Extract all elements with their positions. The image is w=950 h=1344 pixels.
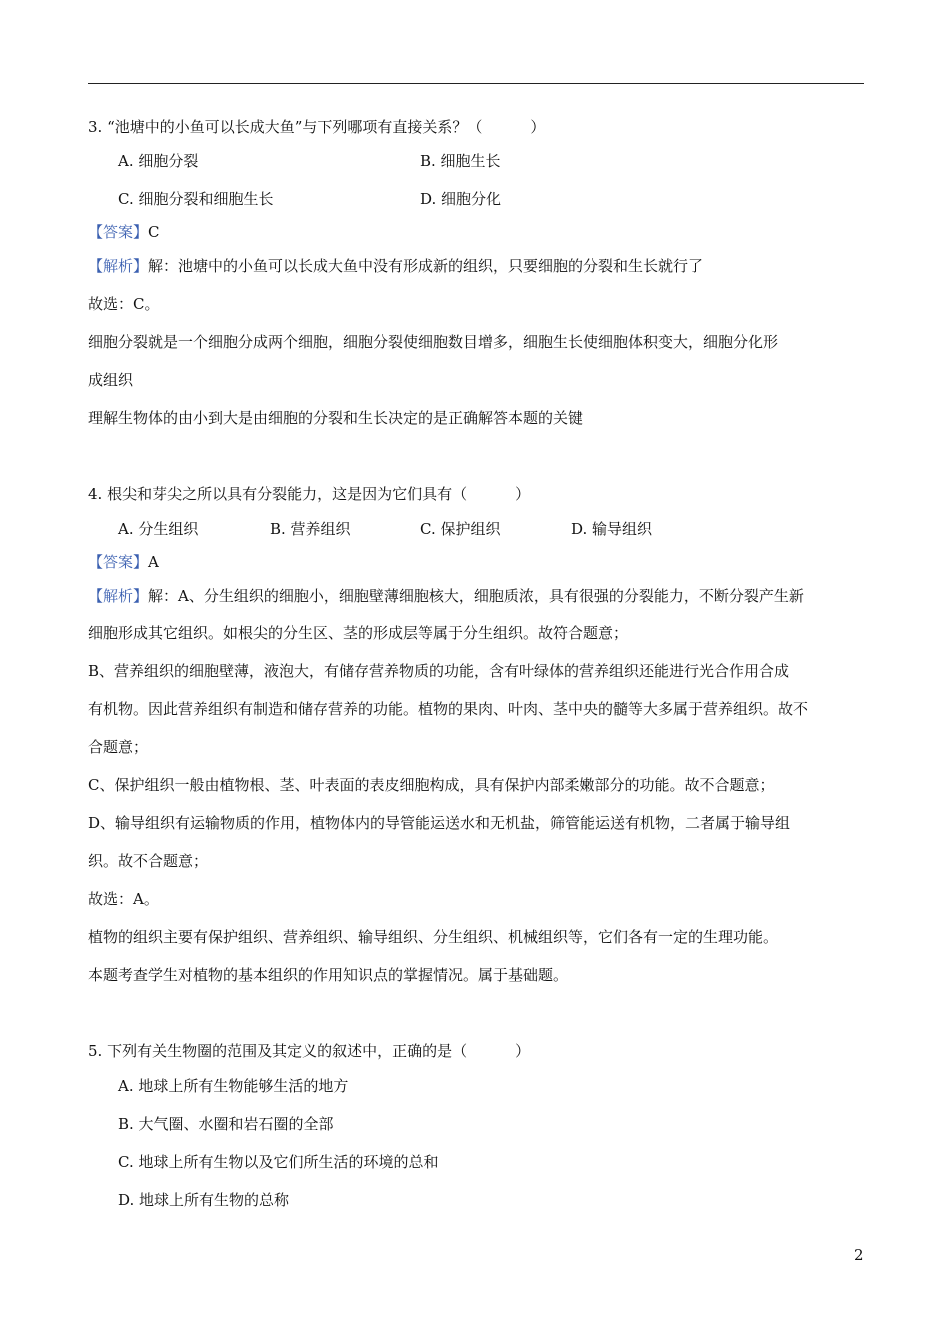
q4-note-1: 植物的组织主要有保护组织、营养组织、输导组织、分生组织、机械组织等，它们各有一定的生理功能。 (88, 928, 779, 946)
answer-label: 【答案】 (88, 223, 149, 241)
q4-analysis-6: C、保护组织一般由植物根、茎、叶表面的表皮细胞构成，具有保护内部柔嫩部分的功能。故不合题意； (88, 776, 775, 794)
q4-analysis-7: D、输导组织有运输物质的作用，植物体内的导管能运送水和无机盐，筛管能运送有机物，二者属于输导组 (88, 814, 791, 832)
header-rule (88, 83, 864, 84)
analysis-label: 【解析】 (88, 587, 149, 605)
q4-note-2: 本题考查学生对植物的基本组织的作用知识点的掌握情况。属于基础题。 (88, 966, 569, 984)
q3-option-b: B. 细胞生长 (420, 152, 501, 170)
q3-analysis: 【解析】解：池塘中的小鱼可以长成大鱼中没有形成新的组织，只要细胞的分裂和生长就行了 (88, 257, 704, 275)
q4-analysis-2: 细胞形成其它组织。如根尖的分生区、茎的形成层等属于分生组织。故符合题意； (88, 624, 629, 642)
q4-analysis-3: B、营养组织的细胞壁薄，液泡大，有储存营养物质的功能，含有叶绿体的营养组织还能进行光合作用合成 (88, 662, 790, 680)
q4-analysis-4: 有机物。因此营养组织有制造和储存营养的功能。植物的果肉、叶肉、茎中央的髓等大多属于营养组织。故不 (88, 700, 809, 718)
q3-answer: 【答案】C (88, 223, 160, 241)
answer-label: 【答案】 (88, 553, 149, 571)
q3-option-d: D. 细胞分化 (420, 190, 502, 208)
q4-analysis-1: 【解析】解：A、分生组织的细胞小，细胞壁薄细胞核大，细胞质浓，具有很强的分裂能力，不断分裂产生新 (88, 587, 804, 605)
q3-stem: 3. “池塘中的小鱼可以长成大鱼”与下列哪项有直接关系？（ ） (88, 118, 546, 136)
q3-option-a: A. 细胞分裂 (118, 152, 199, 170)
q3-option-c: C. 细胞分裂和细胞生长 (118, 190, 274, 208)
q4-answer: 【答案】A (88, 553, 159, 571)
q4-option-d: D. 输导组织 (571, 520, 653, 538)
q4-choice: 故选：A。 (88, 890, 159, 908)
q3-note-1: 细胞分裂就是一个细胞分成两个细胞，细胞分裂使细胞数目增多，细胞生长使细胞体积变大，细胞分化形 (88, 333, 779, 351)
q5-option-d: D. 地球上所有生物的总称 (118, 1191, 290, 1209)
q5-option-a: A. 地球上所有生物能够生活的地方 (118, 1077, 349, 1095)
q4-option-a: A. 分生组织 (118, 520, 199, 538)
q3-note-3: 理解生物体的由小到大是由细胞的分裂和生长决定的是正确解答本题的关键 (88, 409, 584, 427)
analysis-label: 【解析】 (88, 257, 149, 275)
page-number: 2 (854, 1246, 864, 1264)
q3-note-2: 成组织 (88, 371, 134, 389)
q4-option-b: B. 营养组织 (270, 520, 351, 538)
q4-analysis-5: 合题意； (88, 738, 149, 756)
q3-choice: 故选：C。 (88, 295, 160, 313)
q5-stem: 5. 下列有关生物圈的范围及其定义的叙述中，正确的是（ ） (88, 1042, 531, 1060)
q5-option-b: B. 大气圈、水圈和岩石圈的全部 (118, 1115, 334, 1133)
q4-option-c: C. 保护组织 (420, 520, 501, 538)
q4-stem: 4. 根尖和芽尖之所以具有分裂能力，这是因为它们具有（ ） (88, 485, 531, 503)
q4-analysis-8: 织。故不合题意； (88, 852, 209, 870)
q5-option-c: C. 地球上所有生物以及它们所生活的环境的总和 (118, 1153, 439, 1171)
